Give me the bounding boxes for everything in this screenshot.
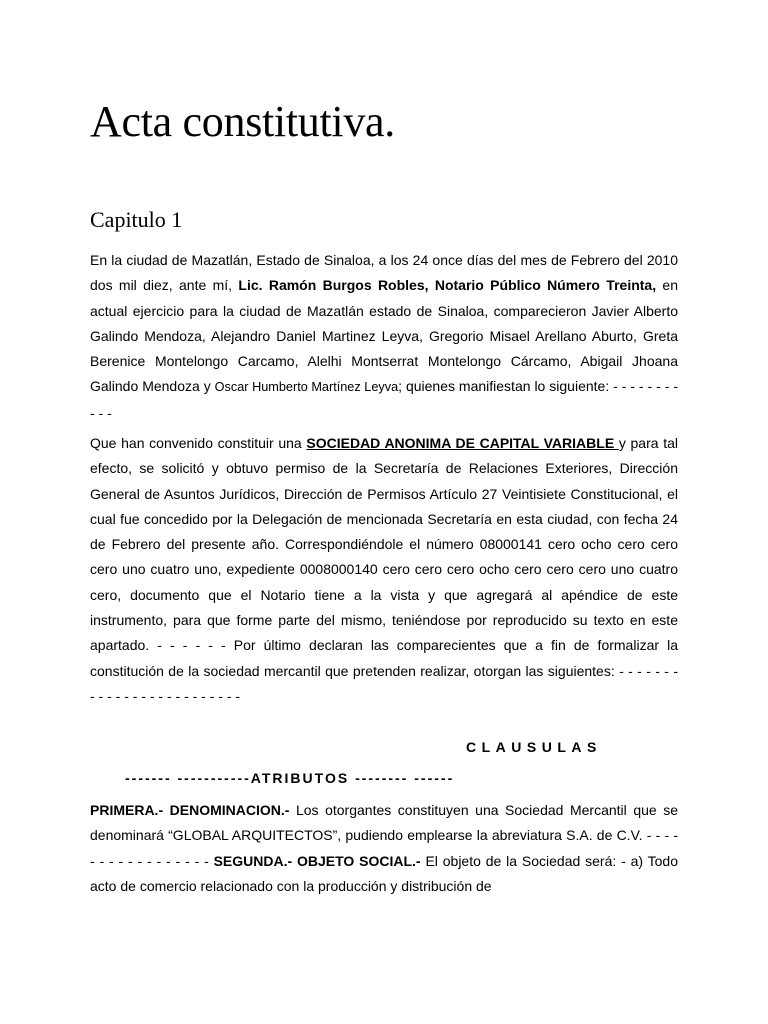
clause-title-segunda: SEGUNDA.- OBJETO SOCIAL.- [213,852,421,869]
person-name: Oscar Humberto Martínez Leyva [214,380,399,395]
paragraph-text: en actual ejercicio para la ciudad de Mazatlán estado de Sinaloa, comparecieron Javier Alberto Galindo Mendoza, Alejandro Daniel Martinez Leyva, Gregorio Misael Arellano Aburto, Greta Berenice Montelongo Carcamo, Alelhi Montserrat Montelongo Cárcamo, Abigail Jhoana Galindo Mendoza y [90,277,678,395]
paragraph-comparecientes [90,248,678,426]
clausulas-heading: CLAUSULAS [466,739,602,755]
clause-title-primera: PRIMERA.- DENOMINACION.- [90,802,290,818]
paragraph-text: Los otorgantes constituyen una Sociedad Mercantil que se denominará “GLOBAL ARQUITECTOS”, pudiendo emplearse la abreviatura S.A. de C.V. - - - - - - - - - - - - - - - - - [90,802,679,869]
paragraph-text: ; quienes manifiestan lo siguiente: - - - - - - - - - - - [90,378,678,421]
paragraph-constitucion [90,431,678,709]
paragraph-clausulas [90,798,678,899]
notary-name: Lic. Ramón Burgos Robles, Notario Público Número Treinta, [238,277,657,294]
document-title: Acta constitutiva. [90,97,395,146]
paragraph-text: El objeto de la Sociedad será: - a) Todo acto de comercio relacionado con la producción y distribución de [90,852,678,894]
company-type: SOCIEDAD ANONIMA DE CAPITAL VARIABLE [306,435,619,451]
atributos-heading: ------- -----------ATRIBUTOS -------- ------ [125,770,455,786]
paragraph-text: y para tal efecto, se solicitó y obtuvo permiso de la Secretaría de Relaciones Exteriores, Dirección General de Asuntos Jurídicos, Dirección de Permisos Artículo 27 Veintisiete Constitucional, el cual fue concedido por la Delegación de mencionada Secretaría en esta ciudad, con fecha 24 de Febrero del presente año. Correspondiéndole el número 08000141 cero ocho cero cero cero uno cuatro uno, expediente 0008000140 cero cero cero ocho cero cero cero uno cuatro cero, documento que el Notario tiene a la vista y que agregará al apéndice de este instrumento, para que forme parte del mismo, teniéndose por reproducido su texto en este apartado. - - - - - - Por último declaran las comparecientes que a fin de formalizar la constitución de la sociedad mercantil que pretenden realizar, otorgan las siguientes: - - - - - - - - - - - - - - - - - - - - - - - - - [90,435,678,704]
chapter-heading: Capitulo 1 [90,207,183,232]
paragraph-text: En la ciudad de Mazatlán, Estado de Sinaloa, a los 24 once días del mes de Febrero del 2010 dos mil diez, ante mí, [90,252,678,294]
paragraph-text: Que han convenido constituir una [90,435,307,451]
